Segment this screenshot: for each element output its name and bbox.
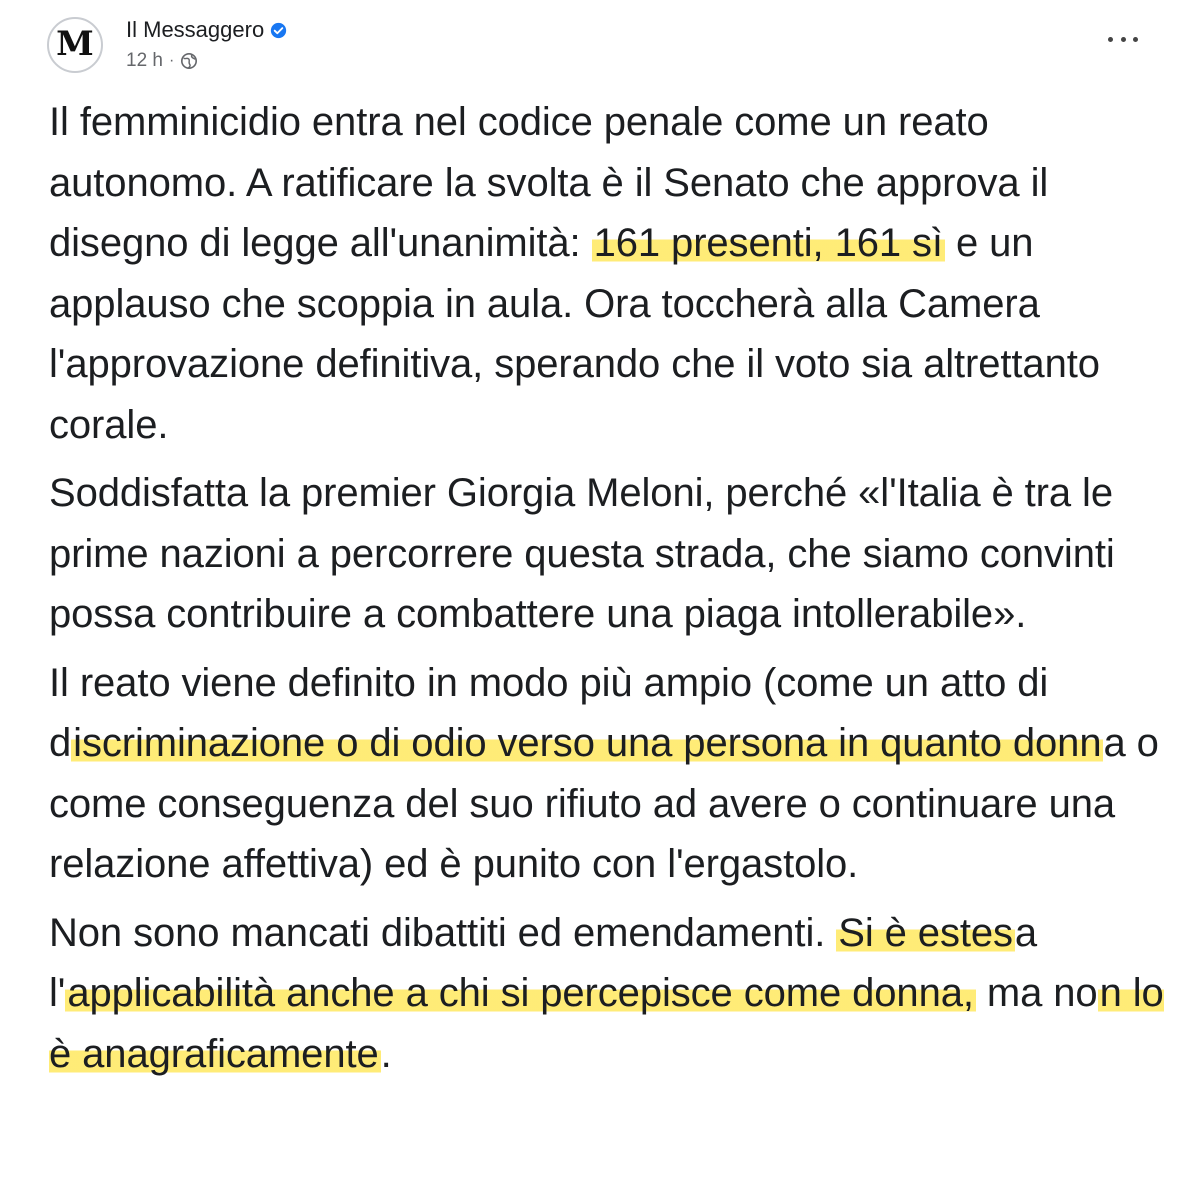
p3-highlight: iscriminazione o di odio verso una persona in quanto donn bbox=[73, 721, 1102, 765]
p4-highlight-1: Si è estes bbox=[838, 910, 1013, 955]
p4-highlight-2: applicabilità anche a chi si percepisce come donna, bbox=[67, 971, 974, 1015]
p4-text-before: Non sono mancati dibattiti ed emendamenti. bbox=[49, 910, 837, 955]
p3-text-before: Il reato viene definito in modo più ampio (come un atto di d bbox=[49, 660, 1049, 765]
post-timestamp[interactable]: 12 h bbox=[126, 50, 163, 71]
more-dot bbox=[1121, 37, 1126, 42]
p1-text-before: Il femminicidio entra nel codice penale come un reato autonomo. A ratificare la svolta è il Senato che approva il disegno di legge all'unanimità: bbox=[49, 100, 1049, 265]
paragraph-3 bbox=[49, 653, 1164, 895]
paragraph-1 bbox=[49, 92, 1164, 455]
p3-text-after: a o come conseguenza del suo rifiuto ad avere o continuare una relazione affettiva) ed è punito con l'ergastolo. bbox=[49, 721, 1159, 886]
p2-text: Soddisfatta la premier Giorgia Meloni, perché «l'Italia è tra le prime nazioni a percorrere questa strada, che siamo convinti possa contribuire a combattere una piaga intollerabile». bbox=[49, 471, 1115, 636]
verified-badge-icon bbox=[270, 22, 287, 39]
globe-icon[interactable] bbox=[180, 52, 198, 70]
post-body bbox=[49, 92, 1164, 1092]
page-avatar[interactable] bbox=[47, 17, 103, 73]
paragraph-4 bbox=[49, 903, 1164, 1085]
p1-highlight: 161 presenti, 161 sì bbox=[593, 221, 943, 265]
p4-text-mid-1: a l' bbox=[49, 910, 1038, 1015]
p4-highlight-3: n lo è anagraficamente bbox=[49, 971, 1164, 1076]
more-dot bbox=[1108, 37, 1113, 42]
p4-text-mid-2: ma no bbox=[975, 971, 1098, 1015]
more-options-icon[interactable] bbox=[1108, 34, 1138, 44]
more-dot bbox=[1133, 37, 1138, 42]
paragraph-2 bbox=[49, 463, 1164, 645]
post-meta bbox=[126, 50, 198, 72]
p1-text-after: e un applauso che scoppia in aula. Ora toccherà alla Camera l'approvazione definitiva, sperando che il voto sia altrettanto corale. bbox=[49, 221, 1100, 447]
page-name[interactable]: Il Messaggero bbox=[126, 17, 265, 42]
page-name-row bbox=[126, 17, 287, 43]
meta-separator: · bbox=[168, 52, 175, 69]
avatar-logo-letter: M bbox=[56, 24, 94, 64]
p4-text-after: . bbox=[380, 1031, 392, 1076]
